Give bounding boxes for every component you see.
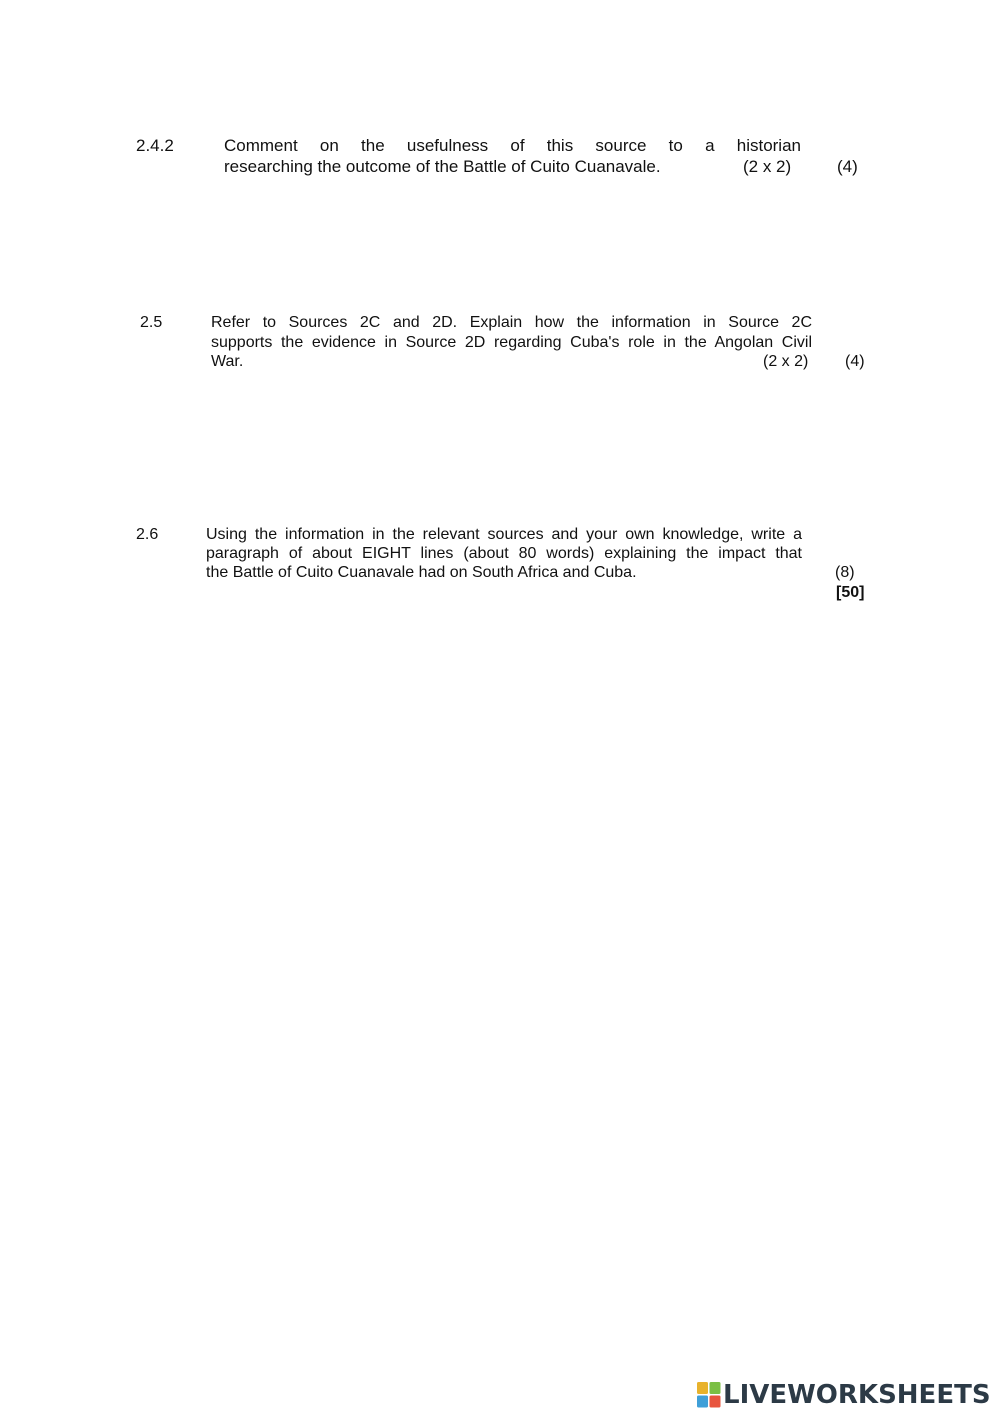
question-number: 2.4.2	[136, 136, 174, 155]
question-number: 2.5	[140, 314, 163, 331]
marks: (4)	[845, 353, 865, 370]
liveworksheets-watermark	[697, 1378, 991, 1412]
sub-marks: (2 x 2)	[763, 353, 809, 370]
question-text-line: the Battle of Cuito Cuanavale had on South Africa and Cuba.	[206, 564, 637, 581]
question-text-line: War.	[211, 353, 244, 370]
liveworksheets-logo-icon	[697, 1382, 721, 1408]
question-text-line: paragraph of about EIGHT lines (about 80 words) explaining the impact that	[206, 545, 802, 562]
total-marks: [50]	[836, 584, 865, 601]
question-text-line: Refer to Sources 2C and 2D. Explain how the information in Source 2C	[211, 314, 812, 331]
question-text-line: Using the information in the relevant sources and your own knowledge, write a	[206, 526, 802, 543]
question-text-line: researching the outcome of the Battle of Cuito Cuanavale.	[224, 157, 661, 176]
watermark-text: LIVEWORKSHEETS	[723, 1380, 991, 1410]
question-text-line: supports the evidence in Source 2D regarding Cuba's role in the Angolan Civil	[211, 334, 812, 351]
marks: (4)	[837, 157, 858, 176]
question-number: 2.6	[136, 526, 159, 543]
marks: (8)	[835, 564, 855, 581]
question-text-line: Comment on the usefulness of this source to a historian	[224, 136, 801, 155]
sub-marks: (2 x 2)	[743, 157, 792, 176]
